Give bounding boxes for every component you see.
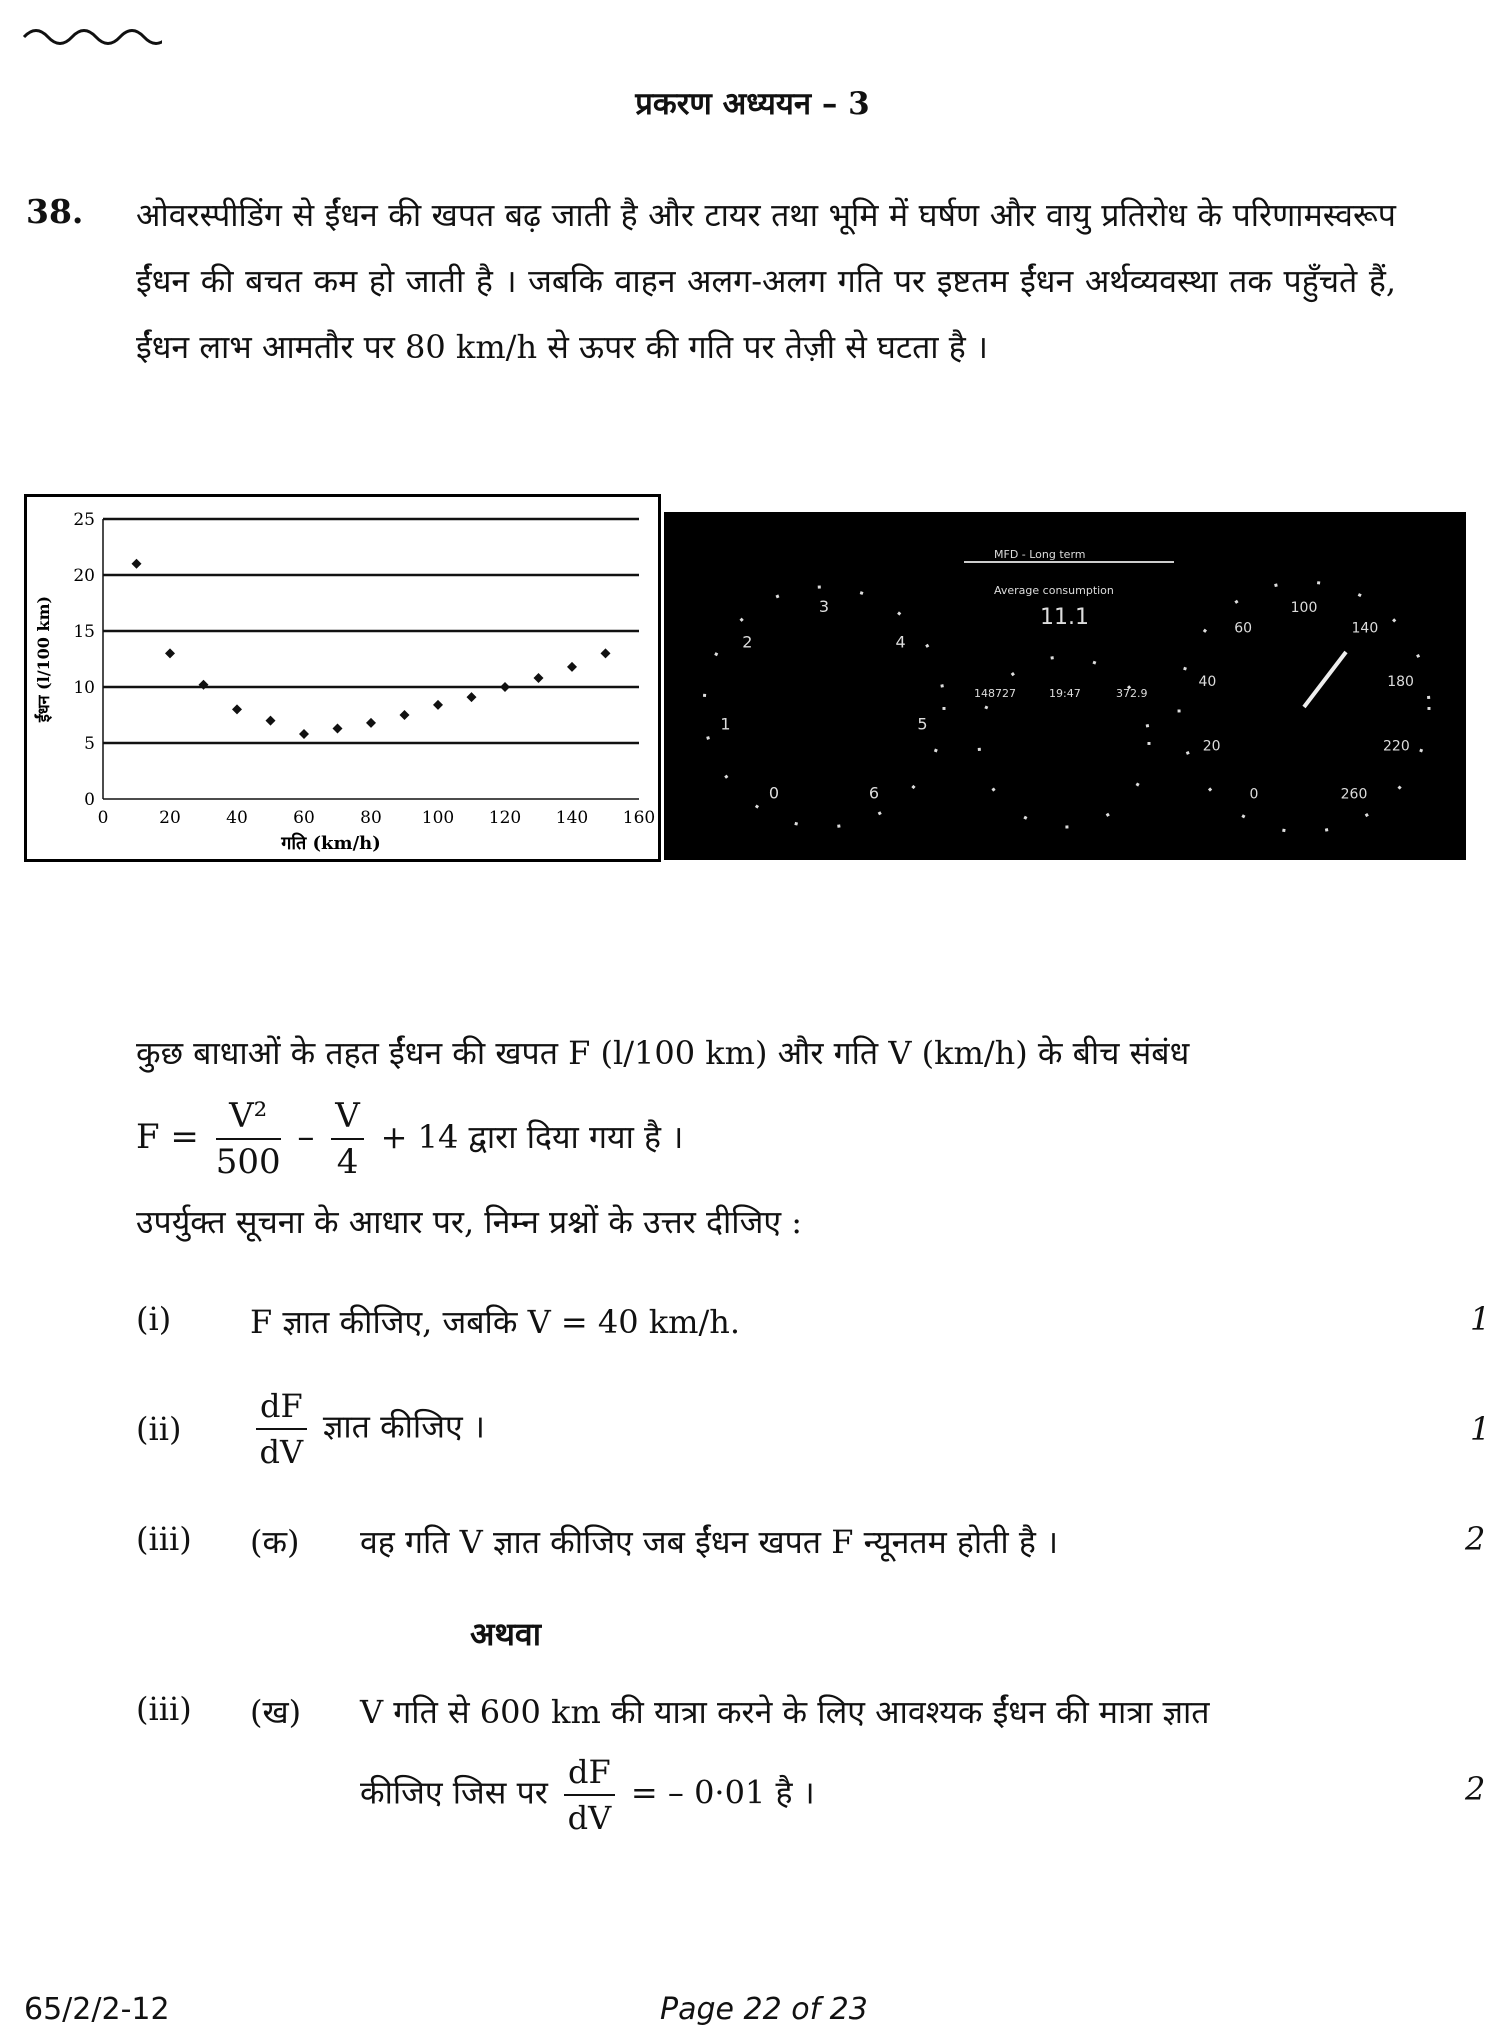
- y-tick-label: 10: [73, 678, 95, 698]
- formula-lhs: F =: [136, 1117, 199, 1157]
- y-tick-label: 15: [73, 622, 95, 642]
- question-number: 38.: [26, 192, 84, 231]
- paper-code: 65/2/2-12: [24, 1992, 170, 2027]
- part-iii-a-sub: (क): [250, 1523, 300, 1561]
- data-point: [366, 718, 376, 728]
- formula: [136, 1094, 683, 1194]
- part-iii-b-marks: 2: [1465, 1770, 1486, 1808]
- part-ii-derivative: [256, 1384, 307, 1474]
- part-ii-expression: [250, 1384, 485, 1474]
- data-point: [165, 648, 175, 658]
- tachometer-label: 5: [917, 714, 928, 734]
- x-tick-label: 160: [622, 808, 656, 828]
- speedometer-label: 40: [1198, 674, 1217, 691]
- or-label: अथवा: [470, 1615, 541, 1653]
- term1-numerator: V²: [216, 1094, 281, 1140]
- data-point: [299, 729, 309, 739]
- part-ii-label: (ii): [136, 1410, 182, 1448]
- part-iii-b-post: = – 0·01 है ।: [630, 1773, 815, 1812]
- part-iii-a-text: वह गति V ज्ञात कीजिए जब ईंधन खपत F न्यूनतम होती है ।: [360, 1523, 1059, 1561]
- chart-svg: [27, 497, 658, 859]
- dashboard-svg: [664, 512, 1466, 860]
- speedometer-label: 100: [1290, 600, 1318, 616]
- tachometer-label: 4: [895, 632, 906, 652]
- speedometer-label: 0: [1249, 786, 1259, 803]
- tachometer-label: 0: [768, 783, 780, 803]
- section-title: प्रकरण अध्ययन – 3: [635, 86, 870, 122]
- x-tick-label: 120: [488, 808, 522, 828]
- part-iii-b-line1: V गति से 600 km की यात्रा करने के लिए आवश्यक ईंधन की मात्रा ज्ञात: [360, 1693, 1210, 1731]
- speedometer-label: 260: [1340, 786, 1368, 803]
- y-tick-label: 20: [73, 566, 95, 586]
- data-point: [266, 716, 276, 726]
- data-point: [433, 700, 443, 710]
- x-axis-label: गति (km/h): [281, 833, 381, 854]
- part-ii-text: ज्ञात कीजिए ।: [322, 1407, 485, 1446]
- dashboard-image: [664, 512, 1466, 860]
- data-point: [132, 559, 142, 569]
- tachometer-label: 1: [720, 714, 731, 734]
- data-point: [199, 680, 209, 690]
- formula-term2: [331, 1094, 364, 1184]
- tachometer-label: 2: [742, 632, 753, 652]
- speedometer-label: 220: [1383, 738, 1410, 755]
- part-ii-den: dV: [259, 1433, 304, 1471]
- part-iii-b-num: dF: [564, 1750, 615, 1796]
- y-axis-label: ईंधन (l/100 km): [34, 595, 53, 723]
- x-tick-label: 40: [226, 808, 248, 828]
- y-tick-label: 0: [84, 790, 95, 810]
- speedometer-label: 140: [1351, 620, 1379, 637]
- x-tick-label: 80: [360, 808, 382, 828]
- formula-tail: + 14 द्वारा दिया गया है ।: [380, 1118, 684, 1156]
- speedometer-label: 180: [1387, 674, 1414, 691]
- speedometer-label: 20: [1202, 738, 1221, 755]
- tachometer-label: 3: [818, 597, 830, 616]
- fuel-speed-chart: [24, 494, 661, 862]
- clock: 19:47: [1049, 687, 1081, 700]
- range: 372.9: [1116, 687, 1148, 700]
- data-point: [467, 692, 477, 702]
- avg-value: 11.1: [1040, 605, 1089, 630]
- tachometer-label: 6: [868, 783, 880, 803]
- data-point: [333, 723, 343, 733]
- part-ii-marks: 1: [1470, 1410, 1491, 1448]
- y-tick-label: 5: [84, 734, 95, 754]
- mfd-title: MFD - Long term: [994, 548, 1086, 561]
- squiggle-mark: [22, 22, 162, 52]
- x-tick-label: 140: [555, 808, 589, 828]
- speed-needle: [1304, 652, 1346, 707]
- question-intro: ओवरस्पीडिंग से ईंधन की खपत बढ़ जाती है और टायर तथा भूमि में घर्षण और वायु प्रतिरोध के परिणामस्वरूप ईंधन की बचत कम हो जाती है । जबकि वाहन अलग-अलग गति पर इष्टतम ईंधन अर्थव्यवस्था तक पहुँचते हैं, ईंधन लाभ आमतौर पर 80 km/h से ऊपर की गति पर तेज़ी से घटता है ।: [136, 196, 1396, 366]
- part-iii-b-line2: [360, 1750, 815, 1840]
- part-ii-num: dF: [256, 1384, 307, 1430]
- speedometer-label: 60: [1234, 620, 1253, 637]
- part-i-text: F ज्ञात कीजिए, जबकि V = 40 km/h.: [250, 1303, 741, 1341]
- relation-text: कुछ बाधाओं के तहत ईंधन की खपत F (l/100 km) और गति V (km/h) के बीच संबंध: [136, 1034, 1190, 1072]
- odometer: 148727: [974, 687, 1016, 700]
- part-iii-b-den: dV: [567, 1799, 612, 1837]
- data-point: [601, 648, 611, 658]
- part-i-label: (i): [136, 1300, 172, 1338]
- part-iii-b-derivative: [564, 1750, 615, 1840]
- x-tick-label: 100: [421, 808, 455, 828]
- y-tick-label: 25: [73, 510, 95, 530]
- part-iii-a-marks: 2: [1465, 1520, 1486, 1558]
- formula-term1: [216, 1094, 281, 1184]
- data-point: [500, 682, 510, 692]
- instruction: उपर्युक्त सूचना के आधार पर, निम्न प्रश्नों के उत्तर दीजिए :: [136, 1203, 802, 1241]
- x-tick-label: 0: [97, 808, 109, 828]
- term2-numerator: V: [331, 1094, 364, 1140]
- x-tick-label: 60: [293, 808, 315, 828]
- data-point: [400, 710, 410, 720]
- data-point: [567, 662, 577, 672]
- data-point: [232, 704, 242, 714]
- term2-denominator: 4: [336, 1142, 359, 1182]
- formula-minus: –: [297, 1117, 315, 1157]
- page-number: Page 22 of 23: [660, 1992, 868, 2027]
- part-iii-b-pre: कीजिए जिस पर: [360, 1773, 548, 1812]
- part-iii-a-label: (iii): [136, 1520, 192, 1558]
- part-iii-b-label: (iii): [136, 1690, 192, 1728]
- data-point: [534, 673, 544, 683]
- part-iii-b-sub: (ख): [250, 1693, 302, 1731]
- avg-label: Average consumption: [994, 584, 1114, 597]
- part-i-marks: 1: [1470, 1300, 1491, 1338]
- term1-denominator: 500: [215, 1142, 281, 1182]
- x-tick-label: 20: [159, 808, 181, 828]
